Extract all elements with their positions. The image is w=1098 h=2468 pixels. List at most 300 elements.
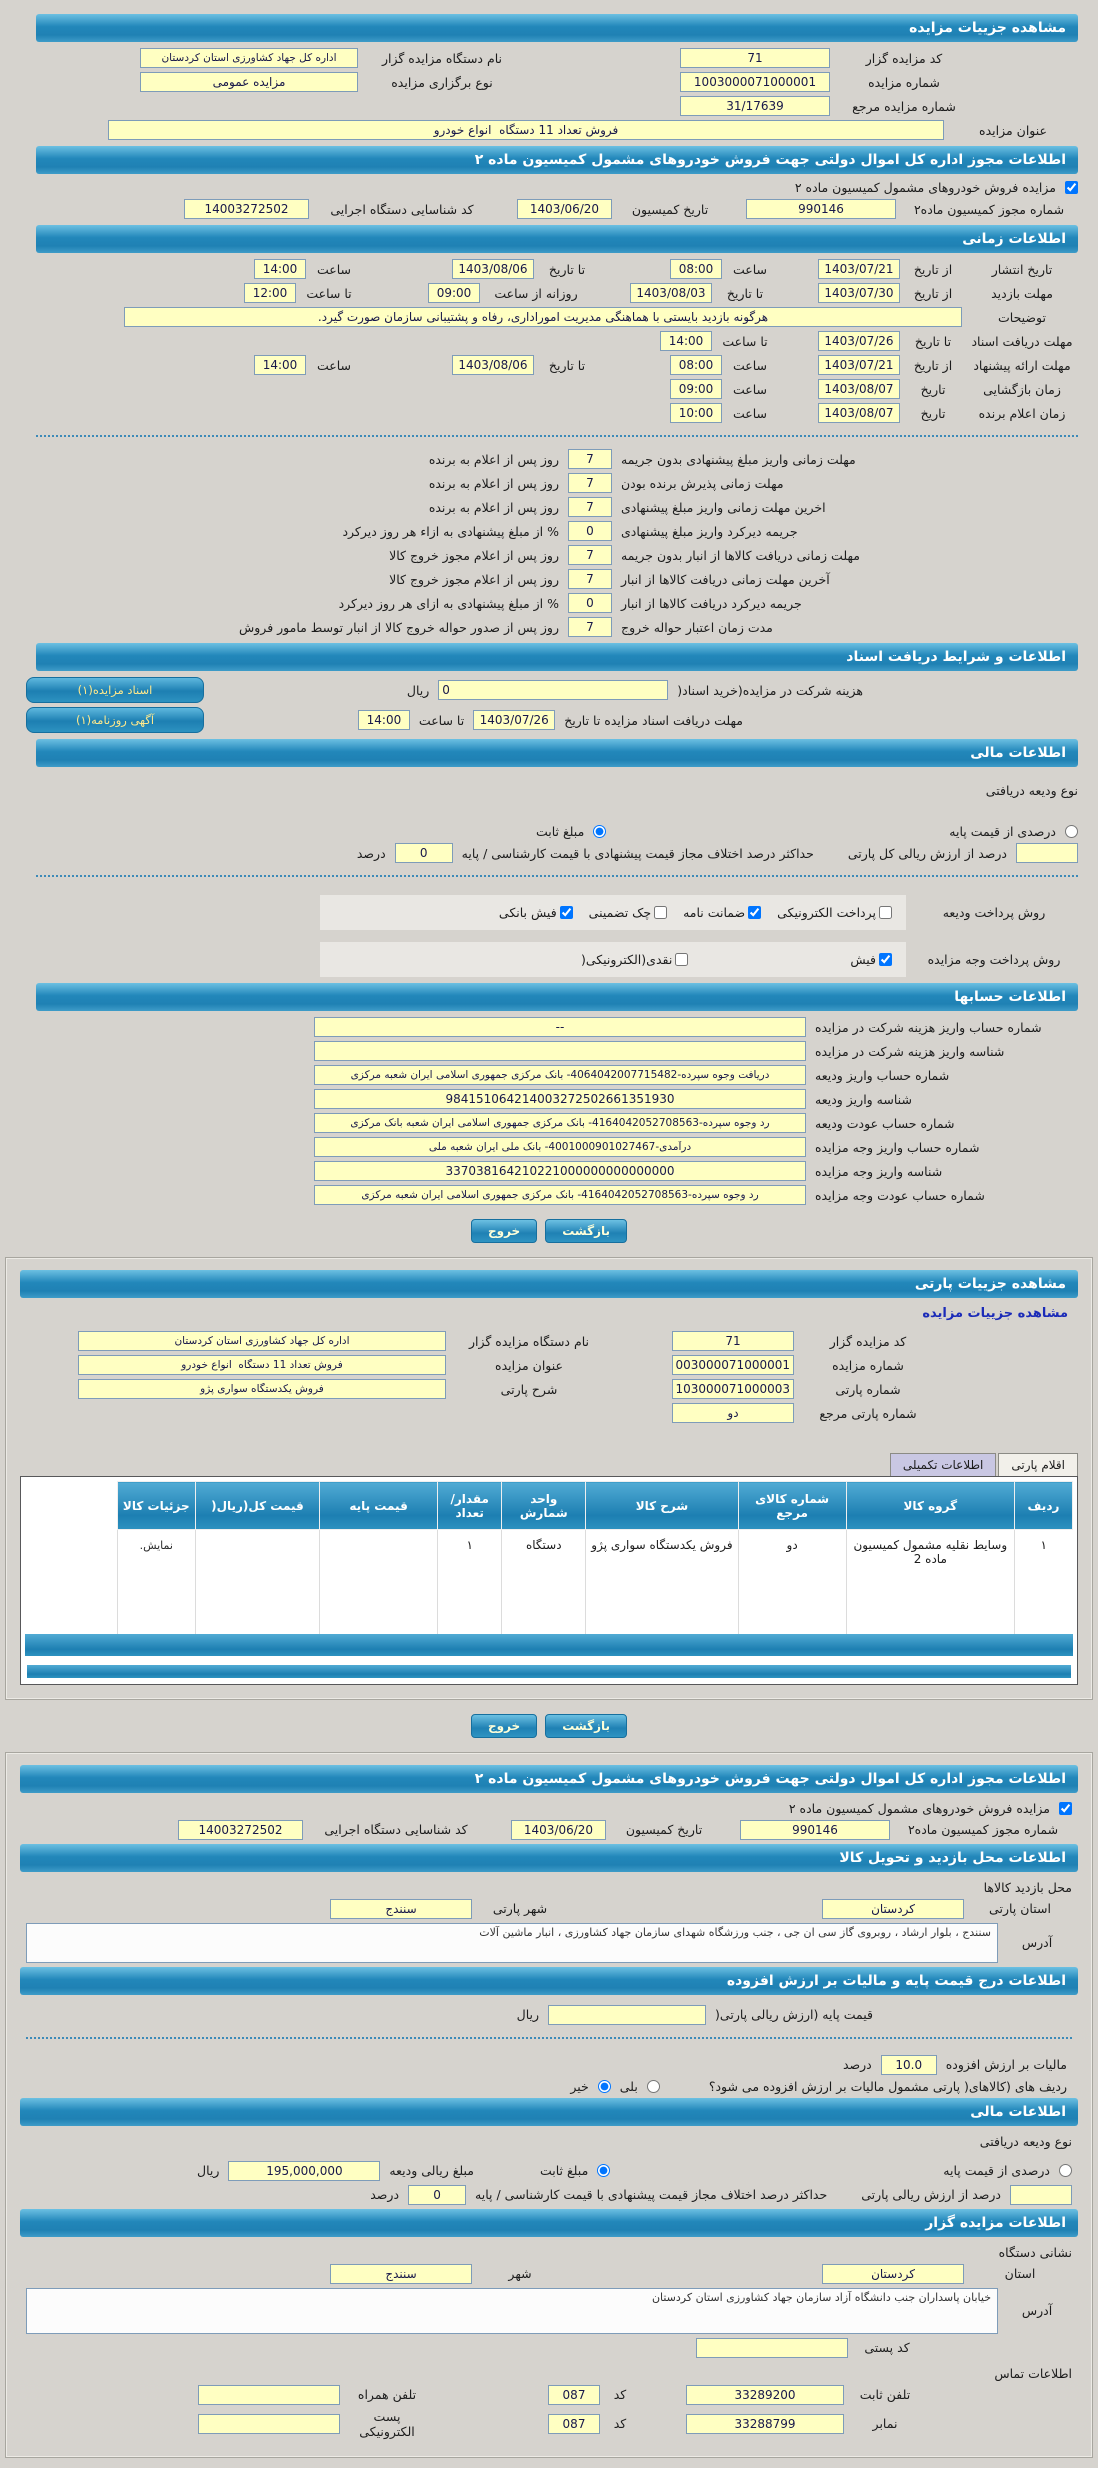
- dotted-divider: [36, 435, 1078, 437]
- visit-period-label: مهلت بازدید: [991, 285, 1053, 301]
- vat-no-label: خیر: [570, 2078, 589, 2094]
- percent-maxdiff-row: [26, 2185, 1072, 2205]
- offer-to-time-field[interactable]: [254, 355, 306, 375]
- doc-deadline-date-field[interactable]: [473, 710, 555, 730]
- commission-date-label: تاریخ کمیسیون: [625, 1822, 703, 1837]
- email-label: پست الکترونیکی: [359, 2408, 415, 2439]
- to-date-label: تا تاریخ: [548, 261, 586, 277]
- auction-ref-label: شماره مزایده مرجع: [852, 98, 956, 114]
- publish-from-field[interactable]: [818, 259, 900, 279]
- visit-time-to-field[interactable]: [244, 283, 296, 303]
- commission-date-field[interactable]: [517, 199, 612, 219]
- publish-to-time-field[interactable]: [254, 259, 306, 279]
- percent-label: درصد: [842, 2057, 872, 2072]
- party-province-field[interactable]: [822, 1899, 964, 1919]
- deadline-label: مدت زمان اعتبار حواله خروج: [621, 619, 773, 635]
- winner-time-label: زمان اعلام برنده: [978, 405, 1066, 421]
- article2-checkbox[interactable]: [1059, 1802, 1072, 1815]
- col-desc: شرح کالا: [586, 1482, 738, 1530]
- account-label: شماره حساب واریز ودیعه: [815, 1067, 950, 1083]
- date-label: تاریخ: [920, 405, 946, 421]
- party-no-field[interactable]: [672, 1379, 794, 1399]
- fee-methods-box: [320, 942, 906, 977]
- back-button[interactable]: بازگشت: [545, 1219, 627, 1243]
- percent-label: درصد: [370, 2187, 400, 2202]
- auction-type-label: نوع برگزاری مزایده: [391, 74, 493, 90]
- landline-code-field[interactable]: [548, 2385, 600, 2405]
- dotted-divider: [26, 2037, 1072, 2039]
- account-label: شناسه واریز وجه مزایده: [815, 1163, 943, 1179]
- newspaper-ad-button[interactable]: آگهی روزنامه(۱): [26, 707, 204, 733]
- col-index: ردیف: [1014, 1482, 1072, 1530]
- party-auction-subtitle: مشاهده جزییات مزایده: [922, 1306, 1068, 1321]
- account-field[interactable]: [314, 1065, 806, 1085]
- deadline-row: [36, 497, 988, 517]
- deadline-value-field[interactable]: [568, 521, 612, 541]
- deposit-type-label: نوع ودیعه دریافتی: [985, 783, 1078, 798]
- mobile-label: تلفن همراه: [357, 2387, 417, 2402]
- doc-fee-field[interactable]: [438, 680, 668, 700]
- docs-to-field[interactable]: [818, 331, 900, 351]
- col-group: گروه کالا: [846, 1482, 1014, 1530]
- certified-check-label: چک تضمینی: [588, 905, 652, 920]
- hour-label: ساعت: [732, 381, 767, 397]
- docs-deadline-row: [36, 331, 1078, 351]
- vat-yes-radio[interactable]: [647, 2080, 660, 2093]
- rial-label: ریال: [406, 682, 430, 698]
- offer-from-field[interactable]: [818, 355, 900, 375]
- auction-type-field[interactable]: [140, 72, 358, 92]
- checkbox-item: [581, 952, 688, 967]
- docs-deadline-label: مهلت دریافت اسناد: [971, 333, 1073, 349]
- deadline-row: [36, 617, 988, 637]
- account-label: شماره حساب عودت ودیعه: [815, 1115, 955, 1131]
- visit-address-label: آدرس: [1021, 1935, 1053, 1950]
- publish-from-time-field[interactable]: [670, 259, 722, 279]
- checkbox-item: [850, 952, 892, 967]
- deadline-label: مهلت زمانی پذیرش برنده بودن: [621, 475, 784, 491]
- field-row: [36, 72, 1078, 92]
- deadline-value-field[interactable]: [568, 569, 612, 589]
- deadline-value-field[interactable]: [568, 497, 612, 517]
- notes-label: توضیحات: [998, 309, 1046, 325]
- hour-label: ساعت: [316, 357, 351, 373]
- party-city-field[interactable]: [330, 1899, 472, 1919]
- button-row: [0, 1219, 1098, 1243]
- to-date-label: تا تاریخ: [914, 333, 952, 349]
- col-qty: مقدار/ تعداد: [438, 1482, 502, 1530]
- visit-place-label: محل بازدید کالاها: [983, 1879, 1072, 1895]
- party-city-label: شهر پارتی: [492, 1901, 548, 1916]
- offer-to-field[interactable]: [452, 355, 534, 375]
- account-field[interactable]: [314, 1161, 806, 1181]
- section-header-permit-2: اطلاعات مجوز اداره کل اموال دولتی جهت فروش خودروهای مشمول کمیسیون ماده ۲: [20, 1765, 1078, 1793]
- publish-date-label: تاریخ انتشار: [991, 261, 1053, 277]
- bidder-code-label: کد مزایده گزار: [865, 50, 943, 66]
- deadline-suffix: روز پس از اعلام به برنده: [428, 475, 559, 491]
- permit-no-label: شماره مجوز کمیسیون ماده۲: [907, 1822, 1059, 1837]
- tab-extra-info[interactable]: اطلاعات تکمیلی: [890, 1453, 996, 1476]
- field-row: [36, 199, 1078, 219]
- vat-question-label: ردیف های (کالاهای( پارتی مشمول مالیات بر ارزش افزوده می شود؟: [708, 2078, 1067, 2094]
- party-desc-label: شرح پارتی: [500, 1381, 558, 1397]
- visit-time-from-field[interactable]: [428, 283, 480, 303]
- account-field[interactable]: [314, 1041, 806, 1061]
- offer-period-label: مهلت ارائه پیشنهاد: [973, 357, 1071, 373]
- party-tab-bar: [20, 1453, 1078, 1476]
- vat-no-radio[interactable]: [598, 2080, 611, 2093]
- hour-label: ساعت: [732, 357, 767, 373]
- tab-party-items[interactable]: اقلام پارتی: [998, 1453, 1078, 1476]
- email-field[interactable]: [198, 2414, 340, 2434]
- notes-row: [36, 307, 1078, 327]
- deadline-label: اخرین مهلت زمانی واریز مبلغ پیشنهادی: [621, 499, 826, 515]
- article2-checkbox-label: مزایده فروش خودروهای مشمول کمیسیون ماده ۲: [788, 1800, 1050, 1816]
- deadline-label: جریمه دیرکرد واریز مبلغ پیشنهادی: [621, 523, 798, 539]
- hour-label: ساعت: [316, 261, 351, 277]
- field-row: [26, 1820, 1072, 1840]
- exec-id-label: کد شناسایی دستگاه اجرایی: [330, 201, 474, 217]
- section-header-timing: اطلاعات زمانی: [36, 225, 1078, 253]
- max-diff-label: حداکثر درصد اختلاف مجاز قیمت پیشنهادی با قیمت کارشناسی / پایه: [475, 2187, 828, 2202]
- to-date-label: تا تاریخ: [548, 357, 586, 373]
- exec-id-label: کد شناسایی دستگاه اجرایی: [324, 1822, 468, 1837]
- commission-date-field[interactable]: [511, 1820, 606, 1840]
- party-extra-info-panel: [5, 1752, 1093, 2458]
- account-row: [36, 1185, 1078, 1205]
- hour-label: ساعت: [732, 405, 767, 421]
- fax-row: [26, 2409, 1072, 2439]
- province-city-row: [26, 1899, 1072, 1919]
- docs-to-time-field[interactable]: [660, 331, 712, 351]
- to-hour-label: تا ساعت: [306, 285, 352, 301]
- fax-label: نمابر: [872, 2416, 898, 2431]
- deposit-type-label: نوع ودیعه دریافتی: [979, 2133, 1072, 2149]
- account-label: شناسه واریز ودیعه: [815, 1091, 912, 1107]
- exec-id-field[interactable]: [178, 1820, 303, 1840]
- fixed-amount-radio[interactable]: [597, 2164, 610, 2177]
- deposit-type-options-row: [26, 2161, 1072, 2181]
- doc-deadline-row: [26, 707, 1078, 733]
- party-desc-field[interactable]: [78, 1379, 446, 1399]
- party-auction-title-label: عنوان مزایده: [495, 1357, 563, 1373]
- fax-field[interactable]: [686, 2414, 844, 2434]
- party-percent-field[interactable]: [1010, 2185, 1072, 2205]
- deadline-label: آخرین مهلت زمانی دریافت کالاها از انبار: [621, 571, 830, 587]
- auction-no-label: شماره مزایده: [868, 74, 940, 90]
- vat-label: مالیات بر ارزش افزوده: [945, 2057, 1067, 2072]
- exit-button[interactable]: خروج: [471, 1219, 537, 1243]
- rial-label: ریال: [516, 2007, 540, 2022]
- account-label: شماره حساب عودت وجه مزایده: [815, 1187, 985, 1203]
- party-auction-title-field[interactable]: [78, 1355, 446, 1375]
- deadline-label: مهلت زمانی واریز مبلغ پیشنهادی بدون جریمه: [621, 451, 856, 467]
- auction-ref-field[interactable]: [680, 96, 830, 116]
- percent-of-base-label: درصدی از قیمت پایه: [943, 2163, 1050, 2178]
- mobile-field[interactable]: [198, 2385, 340, 2405]
- opening-date-field[interactable]: [818, 379, 900, 399]
- landline-field[interactable]: [686, 2385, 844, 2405]
- winner-date-field[interactable]: [818, 403, 900, 423]
- auction-title-field[interactable]: [108, 120, 944, 140]
- account-row: [36, 1113, 1078, 1133]
- section-header-accounts: اطلاعات حسابها: [36, 983, 1078, 1011]
- section-header-financial-2: اطلاعات مالی: [20, 2098, 1078, 2126]
- visit-to-field[interactable]: [630, 283, 712, 303]
- deadline-suffix: روز پس از اعلام مجوز خروج کالا: [389, 571, 559, 587]
- account-field[interactable]: [314, 1017, 806, 1037]
- deadline-suffix: روز پس از اعلام به برنده: [428, 499, 559, 515]
- account-label: شماره حساب واریز وجه مزایده: [815, 1139, 980, 1155]
- visit-address-field[interactable]: [26, 1923, 998, 1963]
- party-ref-field[interactable]: [672, 1403, 794, 1423]
- deadline-value-field[interactable]: [568, 617, 612, 637]
- checkbox-item: [777, 905, 892, 920]
- table-footer-gap: [25, 1656, 1073, 1665]
- fee-methods-row: [36, 942, 1078, 977]
- fixed-amount-label: مبلغ ثابت: [540, 2163, 589, 2178]
- org-city-label: شهر: [508, 2266, 532, 2281]
- permit-no-label: شماره مجوز کمیسیون ماده۲: [913, 201, 1065, 217]
- contact-info-title: اطلاعات تماس: [994, 2365, 1072, 2381]
- fax-code-field[interactable]: [548, 2414, 600, 2434]
- auction-title-label: عنوان مزایده: [979, 122, 1047, 138]
- back-button[interactable]: بازگشت: [545, 1714, 627, 1738]
- commission-date-label: تاریخ کمیسیون: [631, 201, 709, 217]
- fee-methods-label: روش پرداخت وجه مزایده: [927, 952, 1061, 967]
- cell-total-price: [195, 1530, 319, 1634]
- fixed-amount-radio[interactable]: [593, 825, 606, 838]
- winner-time-row: [36, 403, 1078, 423]
- table-row: [25, 1530, 1073, 1634]
- deposit-methods-row: [36, 895, 1078, 930]
- party-bidder-code-field[interactable]: [672, 1331, 794, 1351]
- org-address-title: نشانی دستگاه: [998, 2244, 1072, 2260]
- deadline-value-field[interactable]: [568, 449, 612, 469]
- permit-checkbox-row: [26, 1801, 1072, 1816]
- daily-from-hour-label: روزانه از ساعت: [494, 285, 578, 301]
- publish-date-row: [36, 259, 1078, 279]
- cell-index: ۱: [1014, 1530, 1072, 1634]
- col-blank: [25, 1482, 117, 1530]
- slip-checkbox[interactable]: [879, 953, 892, 966]
- percent-of-base-label: درصدی از قیمت پایه: [949, 824, 1056, 839]
- max-diff-label: حداکثر درصد اختلاف مجاز قیمت پیشنهادی با قیمت کارشناسی / پایه: [461, 845, 814, 861]
- org-address-label: آدرس: [1021, 2303, 1053, 2318]
- bank-slip-checkbox[interactable]: [560, 906, 573, 919]
- deadline-row: [36, 593, 988, 613]
- article2-checkbox[interactable]: [1065, 181, 1078, 194]
- date-label: تاریخ: [920, 381, 946, 397]
- account-row: [36, 1065, 1078, 1085]
- item-details-link[interactable]: نمایش.: [139, 1539, 173, 1552]
- col-base-price: قیمت پایه: [320, 1482, 438, 1530]
- bank-slip-label: فیش بانکی: [498, 905, 557, 920]
- publish-to-field[interactable]: [452, 259, 534, 279]
- vat-field[interactable]: [881, 2055, 937, 2075]
- deadline-value-field[interactable]: [568, 593, 612, 613]
- section-header-bidder-org: اطلاعات مزایده گزار: [20, 2209, 1078, 2237]
- col-unit: واحد شمارش: [502, 1482, 586, 1530]
- opening-time-field[interactable]: [670, 379, 722, 399]
- account-field[interactable]: [314, 1185, 806, 1205]
- deadline-label: جریمه دیرکرد دریافت کالاها از انبار: [621, 595, 802, 611]
- org-name-field[interactable]: [140, 48, 358, 68]
- deadline-row: [36, 521, 988, 541]
- field-row: [26, 1403, 1072, 1423]
- section-header-docs: اطلاعات و شرایط دریافت اسناد: [36, 643, 1078, 671]
- postal-code-row: [26, 2338, 1072, 2358]
- dotted-divider: [36, 875, 1078, 877]
- opening-time-label: زمان بازگشایی: [983, 381, 1061, 397]
- certified-check-checkbox[interactable]: [654, 906, 667, 919]
- to-date-label: تا تاریخ: [726, 285, 764, 301]
- party-org-field[interactable]: [78, 1331, 446, 1351]
- doc-fee-row: [26, 677, 1078, 703]
- to-hour-label: تا ساعت: [418, 712, 465, 728]
- section-header-permit: اطلاعات مجوز اداره کل اموال دولتی جهت فروش خودروهای مشمول کمیسیون ماده ۲: [36, 146, 1078, 174]
- bidder-code-field[interactable]: [680, 48, 830, 68]
- max-diff-field[interactable]: [395, 843, 453, 863]
- party-no-label: شماره پارتی: [835, 1381, 901, 1397]
- cash-electronic-label: نقدی(الکترونیکی(: [580, 952, 673, 967]
- party-items-table-panel: [20, 1476, 1078, 1685]
- col-details: جزئیات کالا: [117, 1482, 195, 1530]
- offer-period-row: [36, 355, 1078, 375]
- cell-unit: دستگاه: [502, 1530, 586, 1634]
- percent-label: درصد: [356, 845, 386, 861]
- field-row: [26, 1355, 1072, 1375]
- permit-no-field[interactable]: [746, 199, 896, 219]
- slip-label: فیش: [850, 952, 876, 967]
- percent-maxdiff-row: [36, 843, 1078, 863]
- winner-announce-time-field[interactable]: [670, 403, 722, 423]
- checkbox-item: [499, 905, 573, 920]
- account-row: [36, 1137, 1078, 1157]
- section-header-visit-location: اطلاعات محل بازدید و تحویل کالا: [20, 1844, 1078, 1872]
- field-row: [26, 1379, 1072, 1399]
- permit-no-field[interactable]: [740, 1820, 890, 1840]
- deadline-row: [36, 569, 988, 589]
- section-header-financial-1: اطلاعات مالی: [36, 739, 1078, 767]
- visit-from-field[interactable]: [818, 283, 900, 303]
- deposit-amount-field[interactable]: [228, 2161, 380, 2181]
- doc-deadline-time-field[interactable]: [358, 710, 410, 730]
- auction-no-field[interactable]: [680, 72, 830, 92]
- permit-checkbox-row: [36, 180, 1078, 195]
- deposit-methods-label: روش پرداخت ودیعه: [942, 905, 1046, 920]
- account-label: شماره حساب واریز هزینه شرکت در مزایده: [815, 1019, 1042, 1035]
- rial-label: ریال: [197, 2163, 220, 2178]
- vat-yes-label: بلی: [619, 2078, 638, 2094]
- cell-qty: ۱: [438, 1530, 502, 1634]
- postal-code-field[interactable]: [696, 2338, 848, 2358]
- section-header-party-details: مشاهده جزییات پارتی: [20, 1270, 1078, 1298]
- article2-checkbox-label: مزایده فروش خودروهای مشمول کمیسیون ماده ۲: [794, 180, 1056, 195]
- guarantee-letter-checkbox[interactable]: [748, 906, 761, 919]
- org-city-field[interactable]: [330, 2264, 472, 2284]
- field-row: [36, 120, 1078, 140]
- base-price-field[interactable]: [548, 2005, 706, 2025]
- cell-ref: دو: [738, 1530, 846, 1634]
- field-row: [36, 96, 1078, 116]
- from-date-label: از تاریخ: [913, 285, 953, 301]
- field-row: [26, 1331, 1072, 1351]
- vat-question-row: [26, 2079, 1072, 2094]
- table-bottom-bar: [27, 1665, 1071, 1678]
- party-ref-label: شماره پارتی مرجع: [819, 1405, 917, 1421]
- cell-group: وسایط نقلیه مشمول کمیسیون ماده 2: [846, 1530, 1014, 1634]
- deadline-row: [36, 449, 988, 469]
- deadline-value-field[interactable]: [568, 473, 612, 493]
- cash-electronic-checkbox[interactable]: [675, 953, 688, 966]
- org-province-field[interactable]: [822, 2264, 964, 2284]
- deposit-methods-box: [320, 895, 906, 930]
- org-address-field[interactable]: [26, 2288, 998, 2334]
- visit-period-row: [36, 283, 1078, 303]
- org-name-label: نام دستگاه مزایده گزار: [381, 50, 503, 66]
- section-header-auction-details: مشاهده جزییات مزایده: [36, 14, 1078, 42]
- party-auction-no-label: شماره مزایده: [832, 1357, 904, 1373]
- cell-blank: [25, 1530, 117, 1634]
- deadline-suffix: % از مبلغ پیشنهادی به ازای هر روز دیرکرد: [338, 595, 559, 611]
- deadline-suffix: روز پس از اعلام مجوز خروج کالا: [389, 547, 559, 563]
- party-bidder-code-label: کد مزایده گزار: [829, 1333, 907, 1349]
- account-field[interactable]: [314, 1089, 806, 1109]
- deposit-type-options-row: [36, 824, 1078, 839]
- max-diff-field[interactable]: [408, 2185, 466, 2205]
- deadline-suffix: روز پس از صدور حواله خروج کالا از انبار توسط مامور فروش: [239, 619, 559, 635]
- deadline-suffix: % از مبلغ پیشنهادی به ازاء هر روز دیرکرد: [342, 523, 559, 539]
- col-total-price: قیمت کل(ریال(: [195, 1482, 319, 1530]
- exit-button[interactable]: خروج: [471, 1714, 537, 1738]
- party-percent-label: درصد از ارزش ریالی پارتی: [861, 2187, 1001, 2202]
- percent-of-base-radio[interactable]: [1065, 825, 1078, 838]
- section-header-base-price-vat: اطلاعات درج قیمت پایه و مالیات بر ارزش افزوده: [20, 1967, 1078, 1995]
- fixed-amount-label: مبلغ ثابت: [536, 824, 585, 839]
- account-field[interactable]: [314, 1113, 806, 1133]
- account-field[interactable]: [314, 1137, 806, 1157]
- base-price-label: قیمت پایه (ارزش ریالی پارتی(: [715, 2007, 873, 2022]
- col-ref: شماره کالای مرجع: [738, 1482, 846, 1530]
- electronic-payment-checkbox[interactable]: [879, 906, 892, 919]
- notes-field[interactable]: [124, 307, 962, 327]
- party-province-label: استان پارتی: [989, 1901, 1051, 1916]
- deadline-value-field[interactable]: [568, 545, 612, 565]
- electronic-payment-label: پرداخت الکترونیکی: [777, 905, 876, 920]
- from-date-label: از تاریخ: [913, 261, 953, 277]
- auction-documents-button[interactable]: اسناد مزایده(۱): [26, 677, 204, 703]
- party-auction-no-field[interactable]: [672, 1355, 794, 1375]
- to-hour-label: تا ساعت: [722, 333, 768, 349]
- opening-time-row: [36, 379, 1078, 399]
- landline-label: تلفن ثابت: [859, 2387, 911, 2402]
- doc-fee-label: هزینه شرکت در مزایده(خرید اسناد(: [677, 682, 863, 698]
- exec-id-field[interactable]: [184, 199, 309, 219]
- party-details-panel: [5, 1257, 1093, 1700]
- account-row: [36, 1089, 1078, 1109]
- table-footer-bar: [25, 1634, 1073, 1656]
- percent-of-base-radio[interactable]: [1059, 2164, 1072, 2177]
- cell-base-price: [320, 1530, 438, 1634]
- cell-details: [117, 1530, 195, 1634]
- party-percent-field[interactable]: [1016, 843, 1078, 863]
- address-row: [26, 2288, 1072, 2334]
- vat-row: [26, 2055, 1072, 2075]
- account-row: [36, 1041, 1078, 1061]
- account-label: شناسه واریز هزینه شرکت در مزایده: [815, 1043, 1005, 1059]
- offer-from-time-field[interactable]: [670, 355, 722, 375]
